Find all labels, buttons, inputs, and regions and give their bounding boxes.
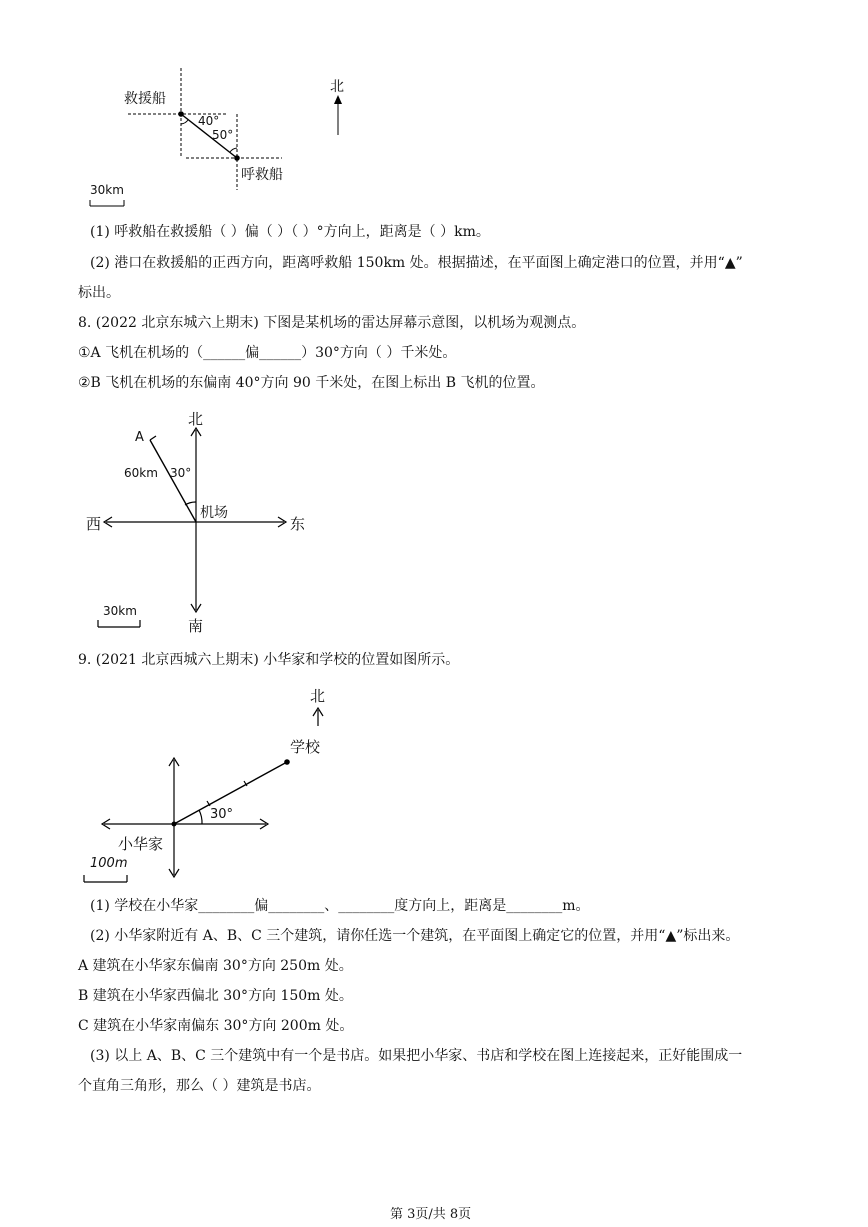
angle-label: 30° bbox=[170, 466, 192, 480]
question-9-title: 9. (2021 北京西城六上期末) 小华家和学校的位置如图所示。 bbox=[78, 652, 460, 668]
school-label: 学校 bbox=[290, 738, 321, 756]
question-9-part-2: (2) 小华家附近有 A、B、C 三个建筑，请你任选一个建筑，在平面图上确定它的位置，并用“▲”标出来。 bbox=[90, 928, 740, 944]
home-label: 小华家 bbox=[118, 835, 164, 853]
question-9-part-3: (3) 以上 A、B、C 三个建筑中有一个是书店。如果把小华家、书店和学校在图上连接起来，正好能围成一 bbox=[90, 1048, 743, 1064]
west-label: 西 bbox=[86, 515, 102, 533]
north-label: 北 bbox=[188, 410, 204, 428]
question-7-part-1: (1) 呼救船在救援船（ ）偏（ ）（ ）°方向上，距离是（ ）km。 bbox=[90, 224, 490, 240]
question-7-part-2: (2) 港口在救援船的正西方向，距离呼救船 150km 处。根据描述，在平面图上确定港口的位置，并用“▲” bbox=[90, 255, 743, 271]
distance-label: 60km bbox=[124, 466, 158, 480]
north-label: 北 bbox=[330, 79, 344, 95]
question-7-part-2-cont: 标出。 bbox=[78, 285, 120, 301]
point-a-label: A bbox=[135, 430, 144, 445]
question-9-part-3-cont: 个直角三角形，那么（ ）建筑是书店。 bbox=[78, 1078, 321, 1094]
rescue-ship-label: 救援船 bbox=[124, 91, 166, 107]
question-8-part-1: ①A 飞机在机场的（______偏______）30°方向（ ）千米处。 bbox=[78, 345, 457, 361]
scale-label: 30km bbox=[90, 183, 124, 197]
page-footer: 第 3页/共 8页 bbox=[390, 1207, 472, 1222]
angle-label: 50° bbox=[212, 128, 234, 142]
question-9-part-1: (1) 学校在小华家________偏________、________度方向上，距离是________m。 bbox=[90, 898, 590, 914]
south-label: 南 bbox=[188, 617, 204, 635]
building-b-text: B 建筑在小华家西偏北 30°方向 150m 处。 bbox=[78, 988, 353, 1004]
distress-ship-label: 呼救船 bbox=[241, 167, 283, 183]
scale-label: 100m bbox=[90, 856, 128, 871]
building-a-text: A 建筑在小华家东偏南 30°方向 250m 处。 bbox=[78, 958, 353, 974]
question-8-title: 8. (2022 北京东城六上期末) 下图是某机场的雷达屏幕示意图，以机场为观测点。 bbox=[78, 315, 586, 331]
building-c-text: C 建筑在小华家南偏东 30°方向 200m 处。 bbox=[78, 1018, 354, 1034]
scale-label: 30km bbox=[103, 604, 137, 618]
question-8-part-2: ②B 飞机在机场的东偏南 40°方向 90 千米处，在图上标出 B 飞机的位置。 bbox=[78, 375, 545, 391]
east-label: 东 bbox=[290, 515, 306, 533]
angle-label: 40° bbox=[198, 114, 220, 128]
airport-label: 机场 bbox=[200, 505, 228, 521]
angle-label: 30° bbox=[210, 807, 234, 822]
north-label: 北 bbox=[310, 687, 326, 705]
